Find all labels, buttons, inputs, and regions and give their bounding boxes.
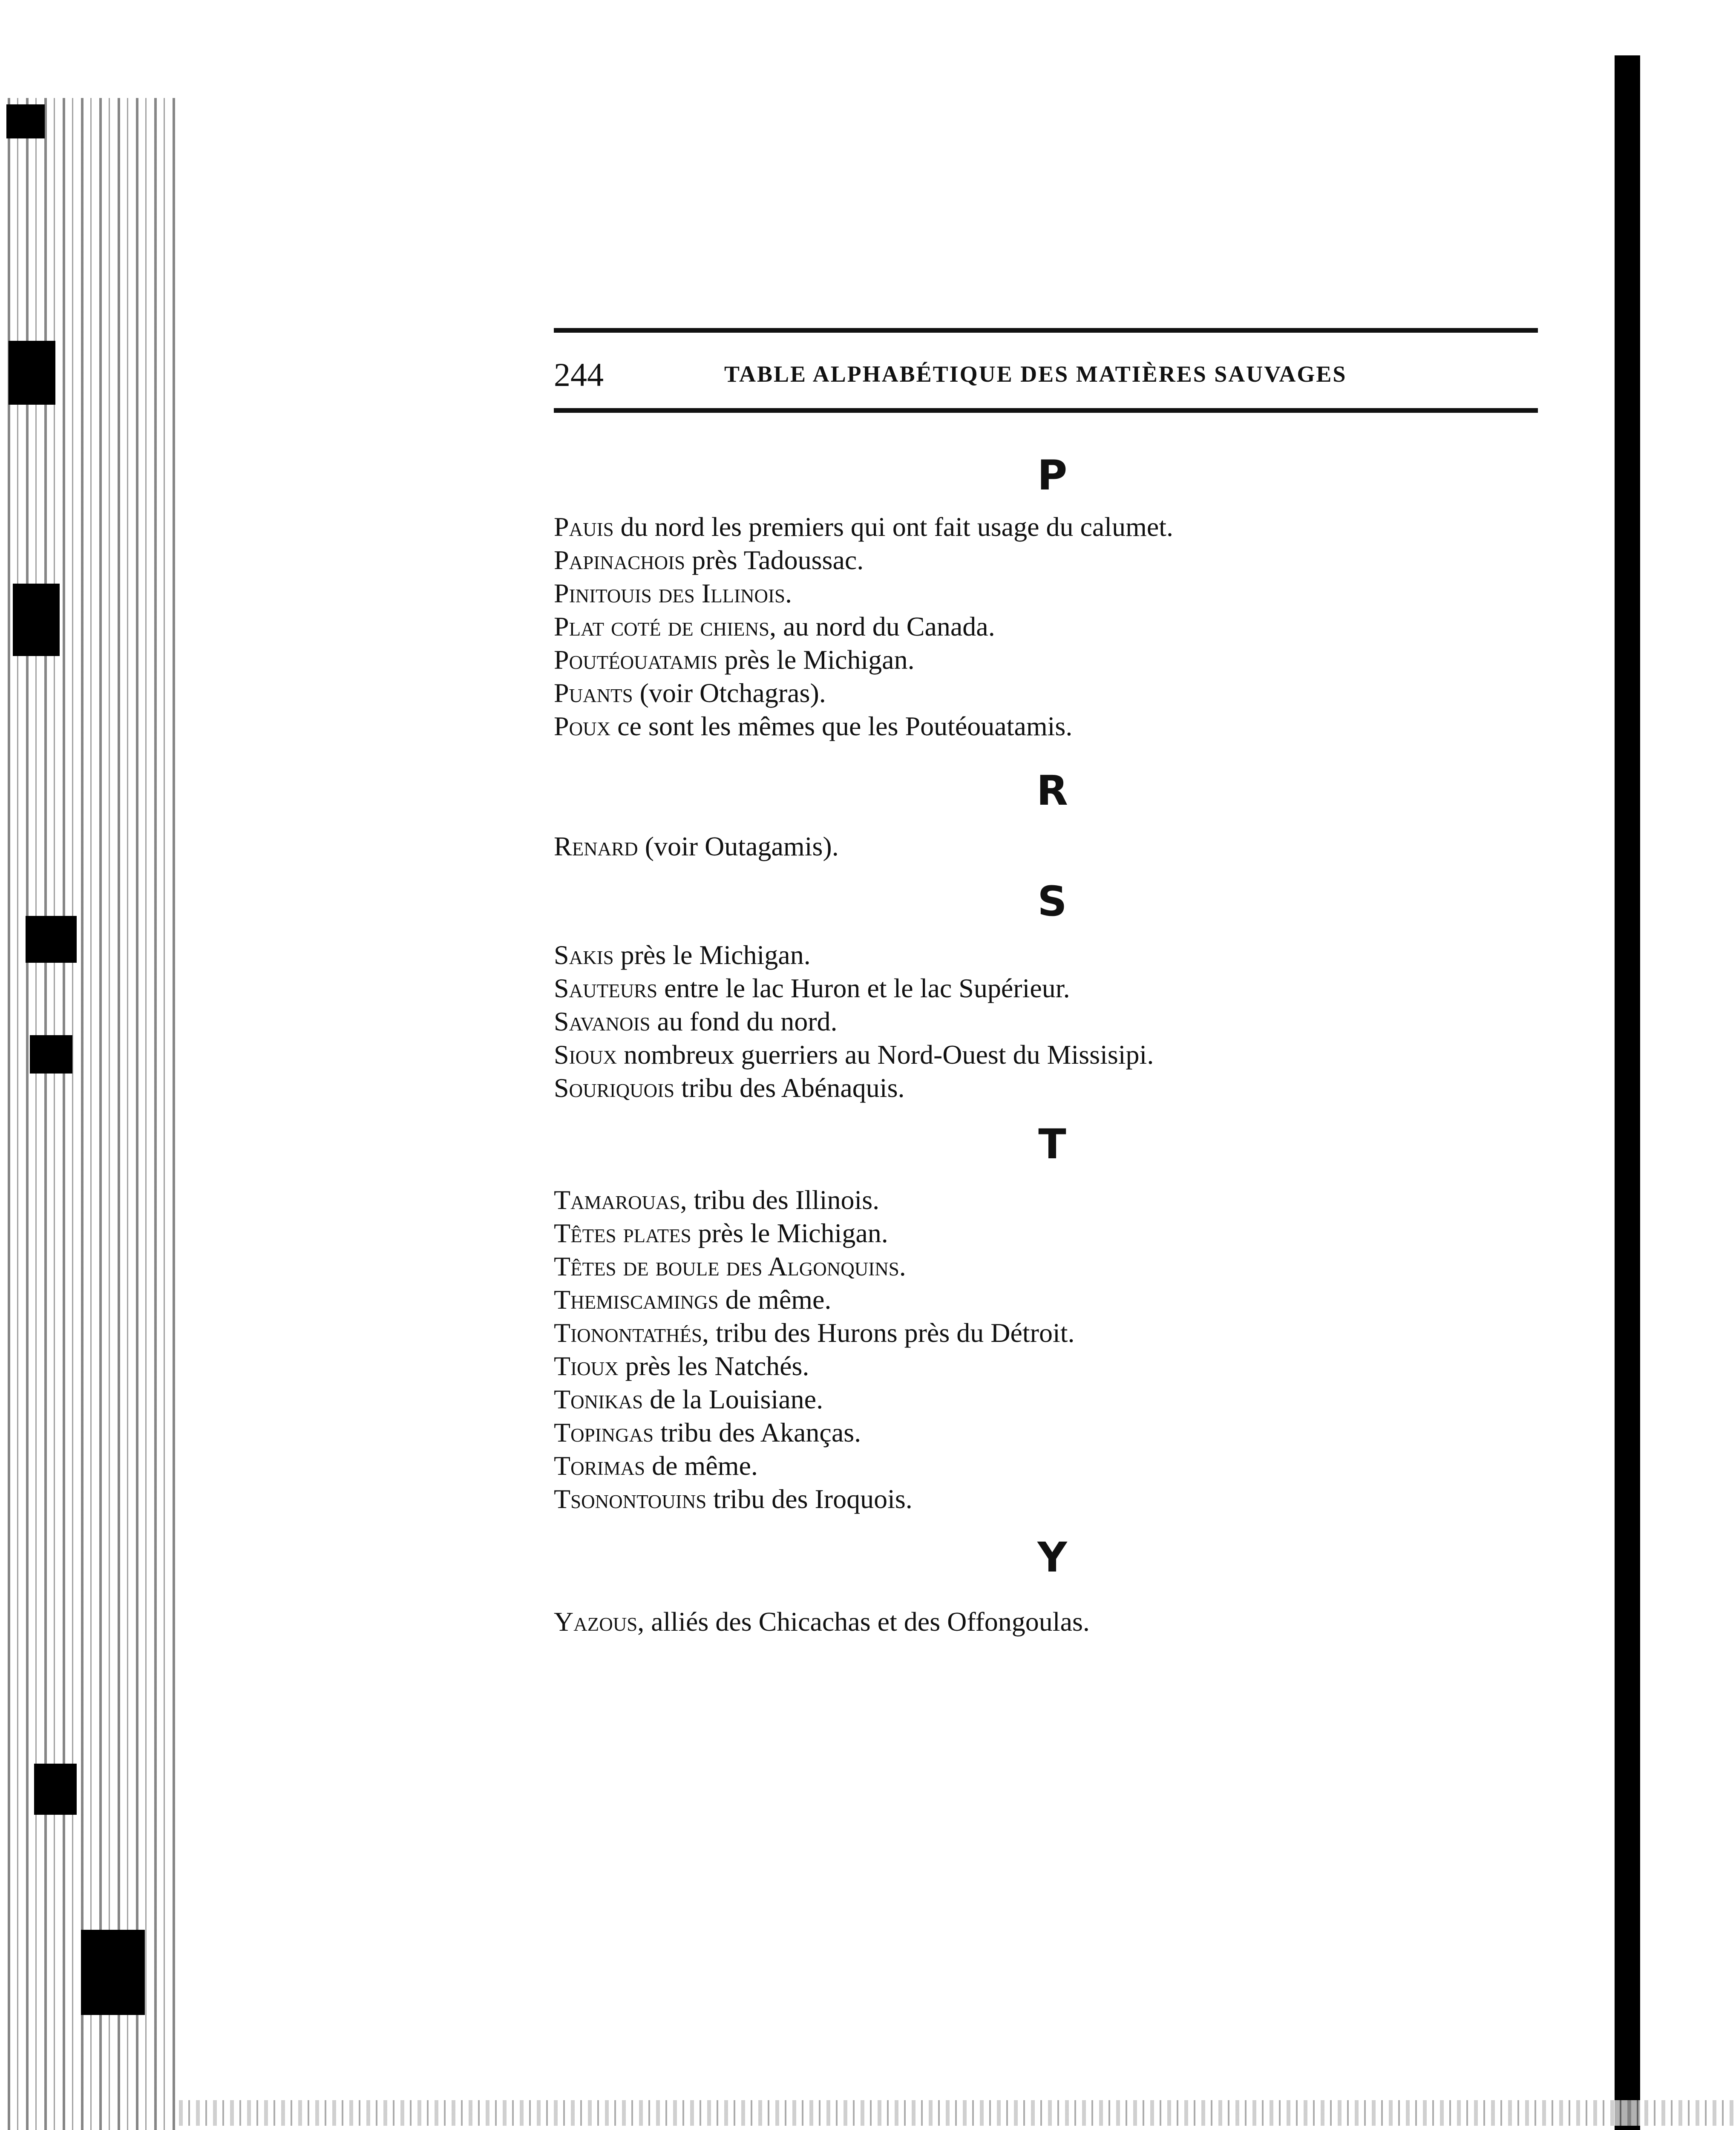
scan-artifact <box>13 584 60 656</box>
index-entry: Sakis près le Michigan. <box>554 940 811 970</box>
header-bottom-rule <box>554 408 1538 413</box>
index-entry: Tamarouas, tribu des Illinois. <box>554 1185 880 1215</box>
index-entry: Renard (voir Outagamis). <box>554 831 839 861</box>
index-entry: Topingas tribu des Akanças. <box>554 1417 861 1448</box>
scan-artifact <box>81 1930 145 2015</box>
scan-artifact <box>9 341 55 405</box>
index-entry: Têtes plates près le Michigan. <box>554 1218 888 1248</box>
scan-right-edge <box>1615 55 1640 2130</box>
scan-artifact <box>26 916 77 963</box>
index-entry: Têtes de boule des Algonquins. <box>554 1251 906 1281</box>
header-top-rule <box>554 328 1538 333</box>
section-letter-s: S <box>1037 878 1067 925</box>
index-entry: Sioux nombreux guerriers au Nord-Ouest du Missisipi. <box>554 1039 1154 1070</box>
page-number: 244 <box>554 356 604 393</box>
scan-bottom-edge <box>179 2100 1736 2126</box>
index-entry: Poux ce sont les mêmes que les Poutéouatamis. <box>554 711 1073 741</box>
index-entry: Pinitouis des Illinois. <box>554 578 792 608</box>
index-entry: Plat coté de chiens, au nord du Canada. <box>554 611 995 642</box>
index-entry: Torimas de même. <box>554 1451 758 1481</box>
index-entry: Tionontathés, tribu des Hurons près du Détroit. <box>554 1318 1075 1348</box>
scan-artifact <box>6 104 45 138</box>
section-letter-p: P <box>1037 452 1068 499</box>
index-entry: Savanois au fond du nord. <box>554 1006 838 1036</box>
index-entry: Tsonontouins tribu des Iroquois. <box>554 1484 913 1514</box>
section-letter-t: T <box>1038 1120 1066 1168</box>
section-letter-r: R <box>1036 767 1068 815</box>
running-title: TABLE ALPHABÉTIQUE DES MATIÈRES SAUVAGES <box>724 361 1347 387</box>
index-entry: Sauteurs entre le lac Huron et le lac Supérieur. <box>554 973 1070 1003</box>
index-entry: Themiscamings de même. <box>554 1284 832 1315</box>
index-entry: Pauis du nord les premiers qui ont fait usage du calumet. <box>554 512 1174 542</box>
index-entry: Souriquois tribu des Abénaquis. <box>554 1073 905 1103</box>
index-entry: Puants (voir Otchagras). <box>554 678 826 708</box>
index-entry: Papinachois près Tadoussac. <box>554 545 864 575</box>
index-entry: Poutéouatamis près le Michigan. <box>554 645 915 675</box>
page-header <box>554 356 1538 398</box>
scan-artifact <box>30 1035 72 1074</box>
index-entry: Yazous, alliés des Chicachas et des Offongoulas. <box>554 1606 1090 1637</box>
section-letter-y: Y <box>1037 1534 1067 1581</box>
index-entry: Tioux près les Natchés. <box>554 1351 809 1381</box>
scan-artifact <box>34 1764 77 1815</box>
index-entry: Tonikas de la Louisiane. <box>554 1384 823 1414</box>
